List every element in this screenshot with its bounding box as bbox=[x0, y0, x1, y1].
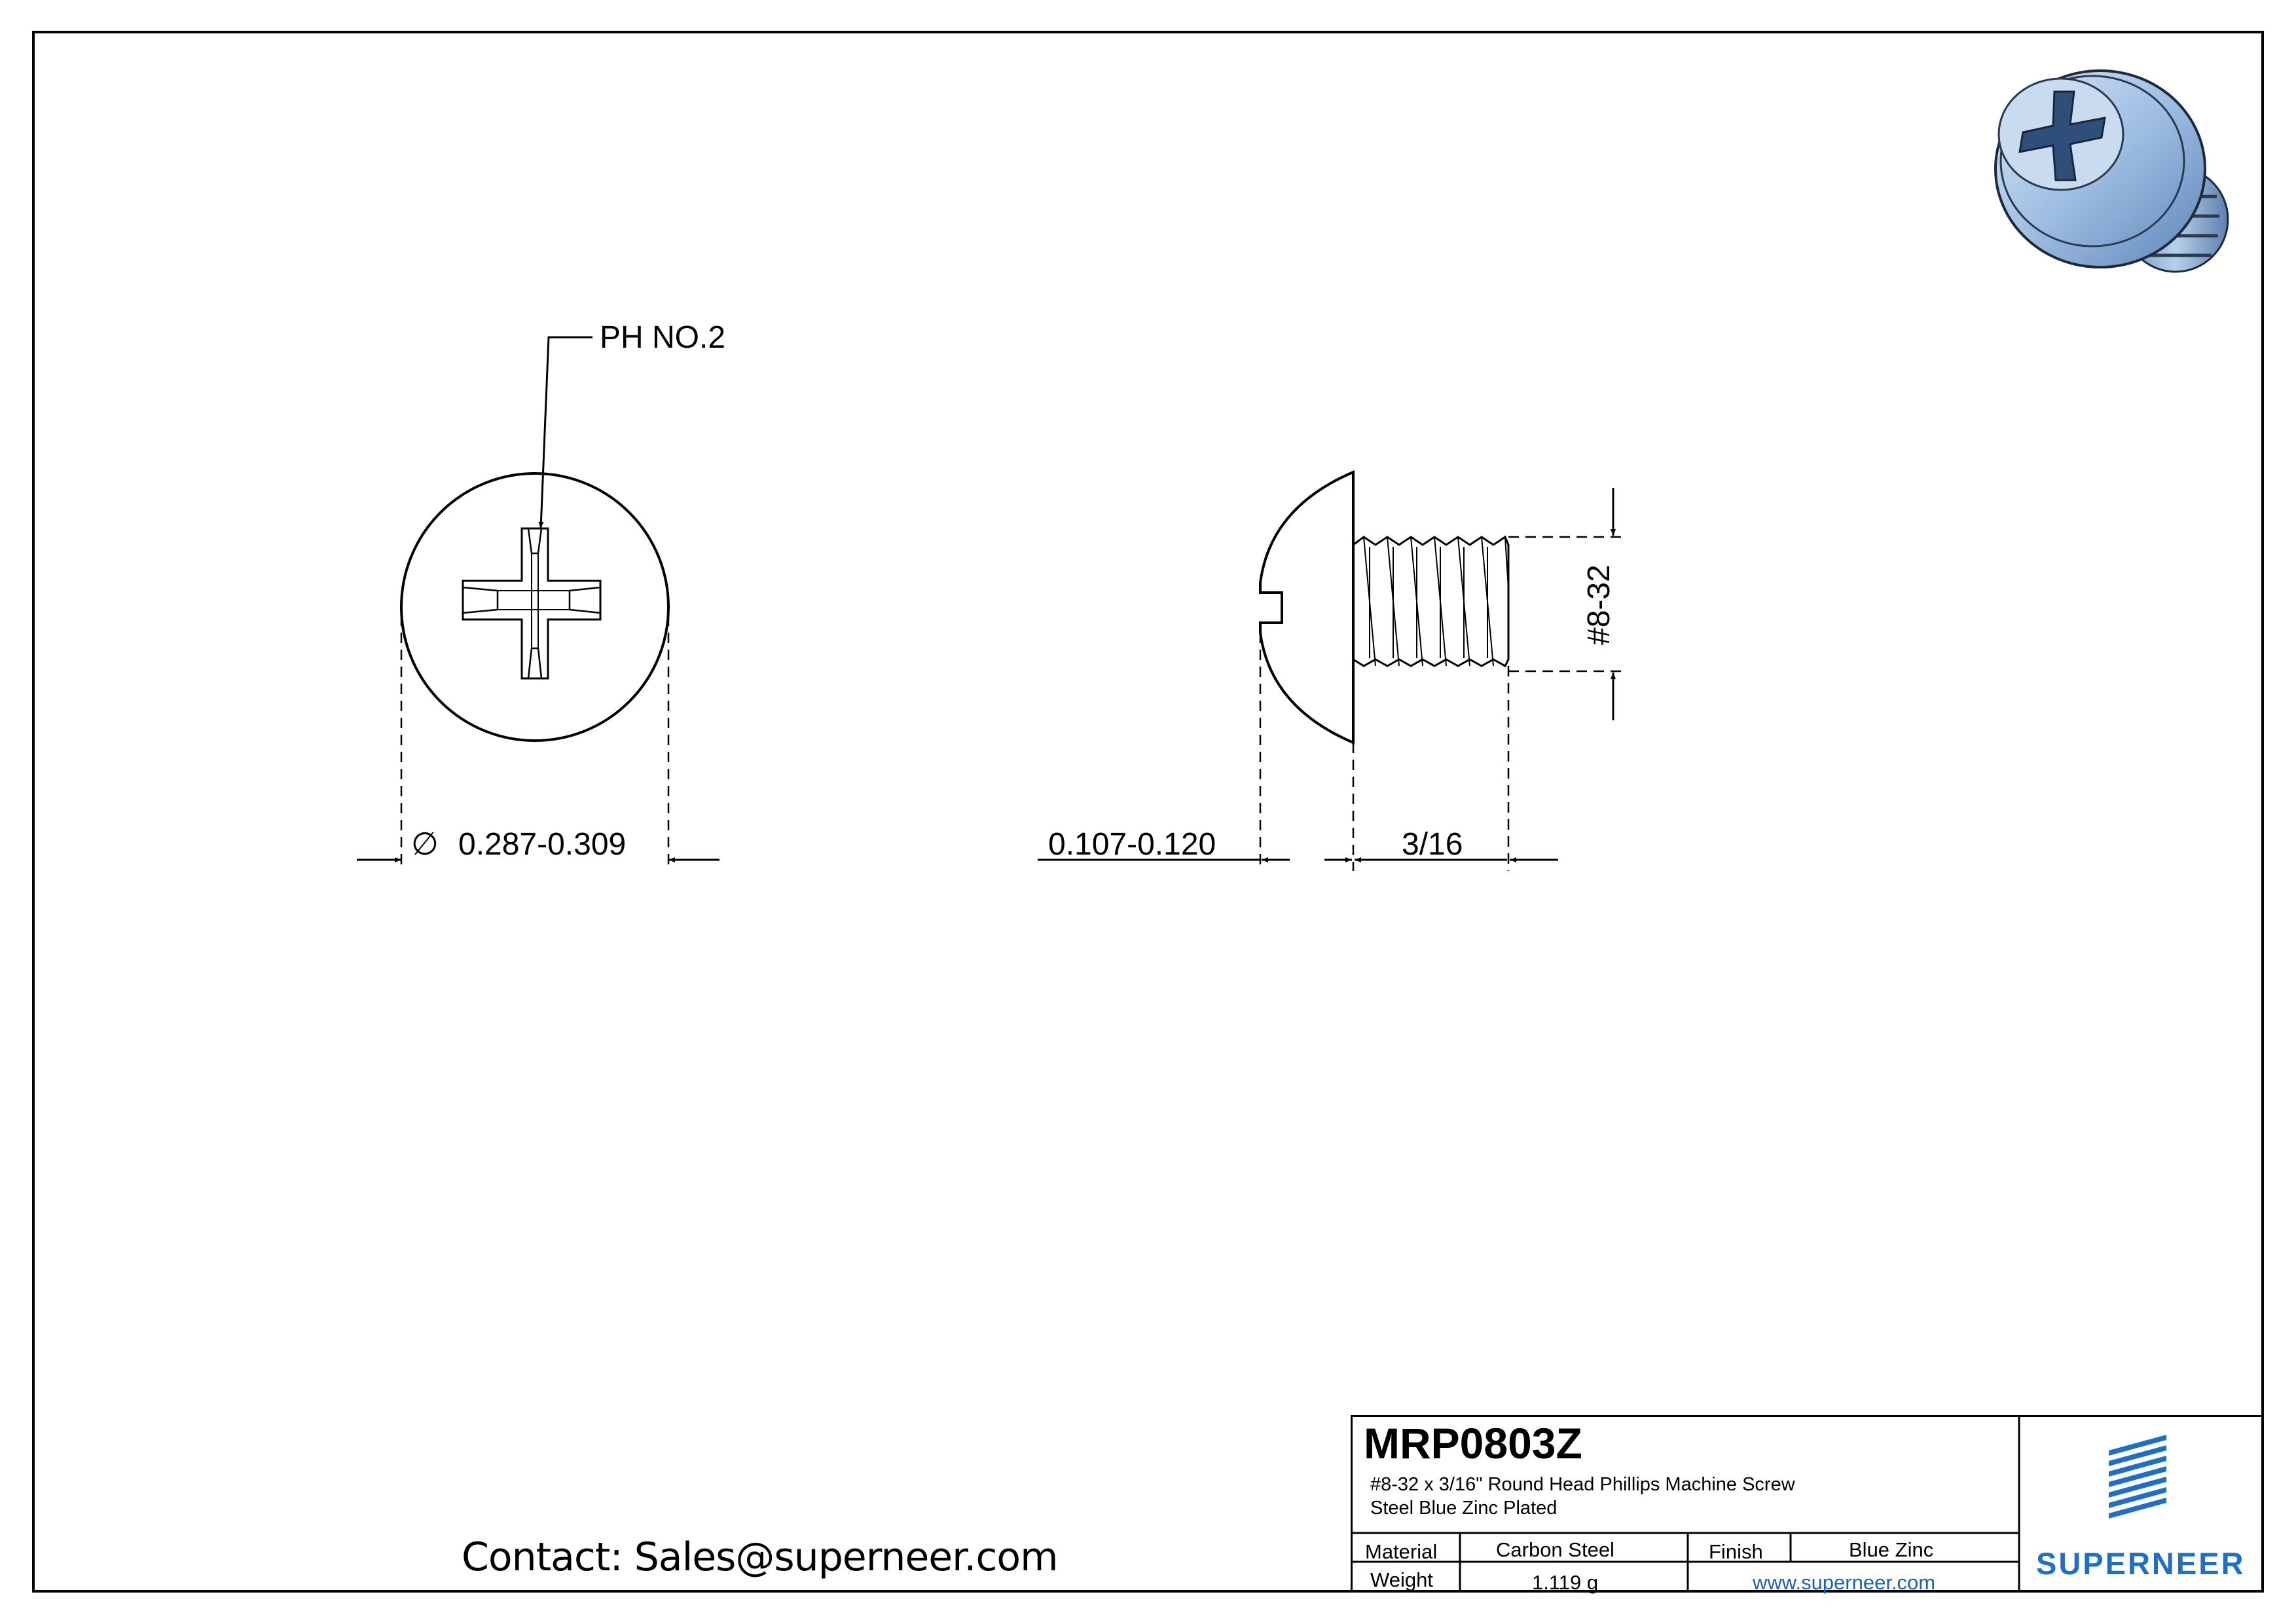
website-link[interactable]: www.superneer.com bbox=[1753, 1571, 1936, 1594]
screw-3d-render-icon bbox=[1995, 71, 2228, 272]
side-view bbox=[1038, 472, 1624, 871]
superneer-logo-icon bbox=[2104, 1435, 2176, 1533]
length-dimension: 3/16 bbox=[1402, 827, 1463, 862]
thread-size-dimension: #8-32 bbox=[1582, 564, 1616, 645]
brand-name: SUPERNEER bbox=[2036, 1546, 2246, 1581]
material-value: Carbon Steel bbox=[1496, 1538, 1614, 1561]
thread-outline bbox=[1353, 537, 1508, 666]
head-height-dimension: 0.107-0.120 bbox=[1048, 827, 1216, 862]
head-diameter-dimension: 0.287-0.309 bbox=[458, 827, 627, 862]
thread-lines bbox=[1364, 537, 1508, 666]
description-line-1: #8-32 x 3/16" Round Head Phillips Machine Screw bbox=[1370, 1474, 1795, 1495]
diameter-symbol: ∅ bbox=[411, 827, 439, 862]
head-profile bbox=[1260, 472, 1353, 743]
contact-email[interactable]: Contact: Sales@superneer.com bbox=[462, 1534, 1058, 1580]
finish-value: Blue Zinc bbox=[1849, 1538, 1934, 1561]
head-outline bbox=[401, 473, 668, 741]
material-label: Material bbox=[1365, 1540, 1438, 1563]
top-view bbox=[357, 337, 720, 871]
weight-label: Weight bbox=[1370, 1568, 1433, 1591]
finish-label: Finish bbox=[1709, 1540, 1763, 1563]
weight-value: 1.119 g bbox=[1532, 1571, 1599, 1594]
part-number: MRP0803Z bbox=[1364, 1419, 1582, 1467]
description-line-2: Steel Blue Zinc Plated bbox=[1370, 1498, 1558, 1519]
phillips-callout-label: PH NO.2 bbox=[600, 320, 726, 355]
